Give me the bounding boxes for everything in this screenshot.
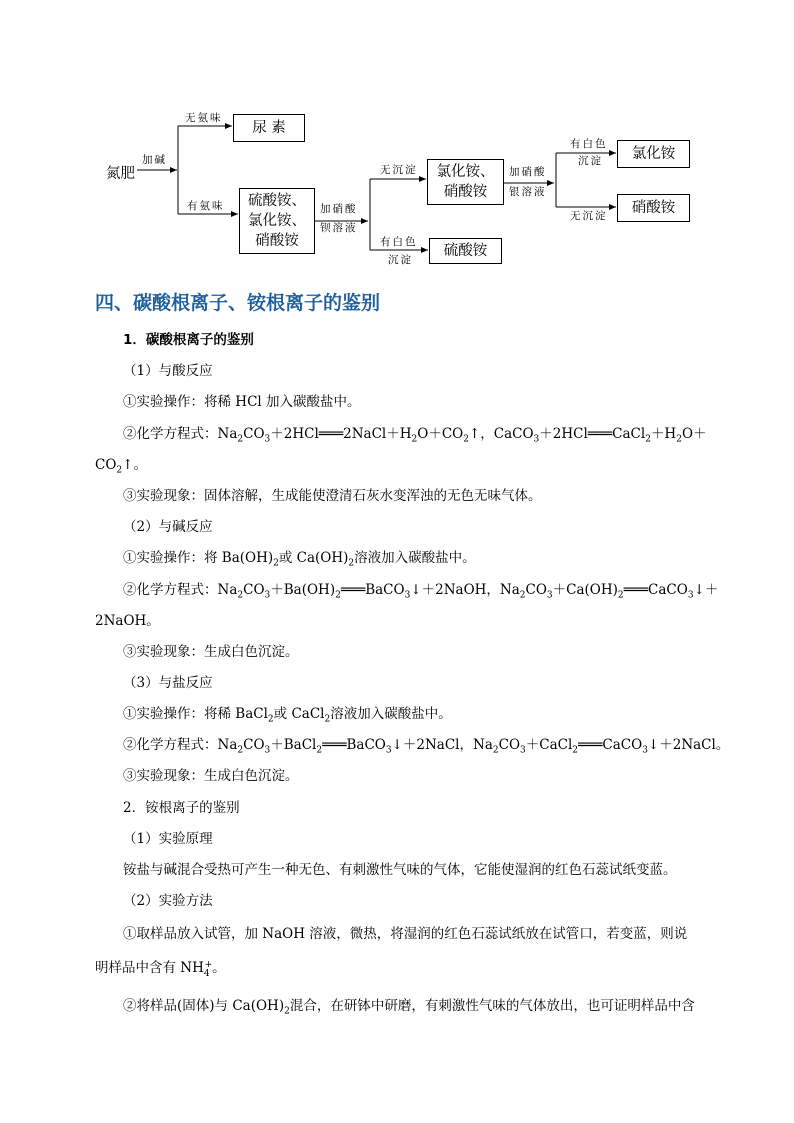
- salt-equation: [123, 735, 729, 755]
- salt-operation-formula: BaCl$_2$或 CaCl$_2$: [235, 706, 331, 725]
- edge-white-precipitate-2b: 沉淀: [578, 155, 603, 167]
- box-ammonium-chloride: [617, 140, 690, 168]
- ammonium-sulfate-text: 硫酸铵: [443, 243, 488, 259]
- urea-text: 尿 素: [252, 120, 286, 136]
- ammonium-ion-formula: $NH_4^+$。: [180, 959, 226, 979]
- base-equation-formula: $Na_2CO_3+Ba(OH)_2═══BaCO_3↓+2NaOH$，$Na_2CO_3+Ca(OH)_2═══CaCO_3↓+$: [217, 582, 719, 601]
- method2-suffix: 混合，在研钵中研磨，有刺激性气味的气体放出，也可证明样品中含: [289, 998, 695, 1014]
- base-reaction-title: （2）与碱反应: [123, 519, 213, 535]
- method2-line1: [123, 996, 695, 1016]
- base-operation: [123, 548, 476, 568]
- method2-prefix: ②将样品(固体)与: [123, 998, 233, 1014]
- edge-no-ammonia-smell: 无氨味: [185, 112, 223, 124]
- method1-line1: ①取样品放入试管，加 NaOH 溶液，微热，将湿润的红色石蕊试纸放在试管口，若变蓝，则说: [123, 926, 688, 942]
- chloride-text: 氯化铵、: [436, 164, 495, 180]
- section-heading: 四、碳酸根离子、铵根离子的鉴别: [95, 292, 381, 314]
- base-equation-line1: [123, 580, 718, 600]
- acid-operation: ①实验操作：将稀 HCl 加入碳酸盐中。: [123, 394, 361, 410]
- edge-white-precipitate-1a: 有白色: [380, 236, 418, 248]
- box-mixed-ammonium-salts: [239, 188, 315, 254]
- method1-line2-prefix: 明样品中含有: [95, 960, 181, 976]
- edge-add-barium-nitrate-2: 钡溶液: [320, 222, 358, 234]
- box-ammonium-nitrate: [617, 194, 690, 222]
- method1-line2: [95, 958, 226, 978]
- ammonium-chloride-text: 氯化铵: [631, 146, 676, 162]
- edge-no-precipitate-1: 无沉淀: [380, 164, 418, 176]
- nitrate-text: 硝酸铵: [443, 184, 488, 200]
- edge-has-ammonia-smell: 有氨味: [187, 200, 225, 212]
- box-ammonium-sulfate: [429, 238, 502, 264]
- nitrogen-fertilizer-flowchart: [0, 0, 794, 280]
- edge-add-barium-nitrate-1: 加硝酸: [320, 203, 358, 215]
- edge-add-silver-nitrate-1: 加硝酸: [509, 166, 547, 178]
- ammonium-nitrate-text: 硝酸铵: [631, 200, 676, 216]
- principle-title: （1）实验原理: [123, 831, 213, 847]
- acid-equation-line2: $CO_2↑$。: [95, 457, 147, 476]
- edge-add-alkali: 加碱: [142, 154, 167, 166]
- salt-reaction-title: （3）与盐反应: [123, 675, 213, 691]
- base-operation-prefix: ①实验操作：将: [123, 550, 222, 566]
- acid-phenomenon: ③实验现象：固体溶解，生成能使澄清石灰水变浑浊的无色无味气体。: [123, 488, 542, 504]
- base-equation-prefix: ②化学方程式：: [123, 582, 218, 598]
- mixed-salt-2: 氯化铵、: [248, 213, 306, 229]
- box-urea: [233, 114, 305, 142]
- method2-formula: $Ca(OH)_2$: [232, 998, 290, 1017]
- acid-equation-formula: $Na_2CO_3+2HCl═══2NaCl+H_2O+CO_2↑$，$CaCO_3+2HCl═══CaCl_2+H_2O+$: [217, 426, 707, 445]
- edge-no-precipitate-2: 无沉淀: [570, 210, 608, 222]
- base-operation-suffix: 溶液加入碳酸盐中。: [354, 550, 476, 566]
- mixed-salt-3: 硝酸铵: [255, 233, 299, 249]
- salt-operation-prefix: ①实验操作：将稀: [123, 706, 236, 722]
- mixed-salt-1: 硫酸铵、: [248, 193, 306, 209]
- salt-equation-formula: $Na_2CO_3+BaCl_2═══BaCO_3↓+2NaCl$，$Na_2CO_3+CaCl_2═══CaCO_3↓+2NaCl$。: [217, 737, 730, 756]
- salt-equation-prefix: ②化学方程式：: [123, 737, 218, 753]
- base-equation-line2: 2NaOH。: [95, 613, 160, 629]
- acid-equation-line1: [123, 424, 707, 444]
- edge-add-silver-nitrate-2: 银溶液: [509, 186, 547, 198]
- box-chloride-nitrate: [427, 159, 504, 205]
- salt-operation: [123, 704, 452, 724]
- acid-equation-prefix: ②化学方程式：: [123, 426, 218, 442]
- acid-reaction-title: （1）与酸反应: [123, 363, 213, 379]
- carbonate-subheading: 1．碳酸根离子的鉴别: [123, 332, 254, 348]
- ammonium-subheading: 2．铵根离子的鉴别: [123, 800, 240, 816]
- base-phenomenon: ③实验现象：生成白色沉淀。: [123, 644, 299, 660]
- principle-text: 铵盐与碱混合受热可产生一种无色、有刺激性气味的气体，它能使湿润的红色石蕊试纸变蓝。: [123, 862, 677, 878]
- nitrogen-fertilizer-label: 氮肥: [106, 166, 135, 182]
- edge-white-precipitate-1b: 沉淀: [388, 254, 413, 266]
- edge-white-precipitate-2a: 有白色: [570, 138, 608, 150]
- salt-phenomenon: ③实验现象：生成白色沉淀。: [123, 768, 299, 784]
- base-operation-formula: $Ba(OH)_2$或 $Ca(OH)_2$: [221, 550, 355, 569]
- salt-operation-suffix: 溶液加入碳酸盐中。: [330, 706, 452, 722]
- method-title: （2）实验方法: [123, 893, 213, 909]
